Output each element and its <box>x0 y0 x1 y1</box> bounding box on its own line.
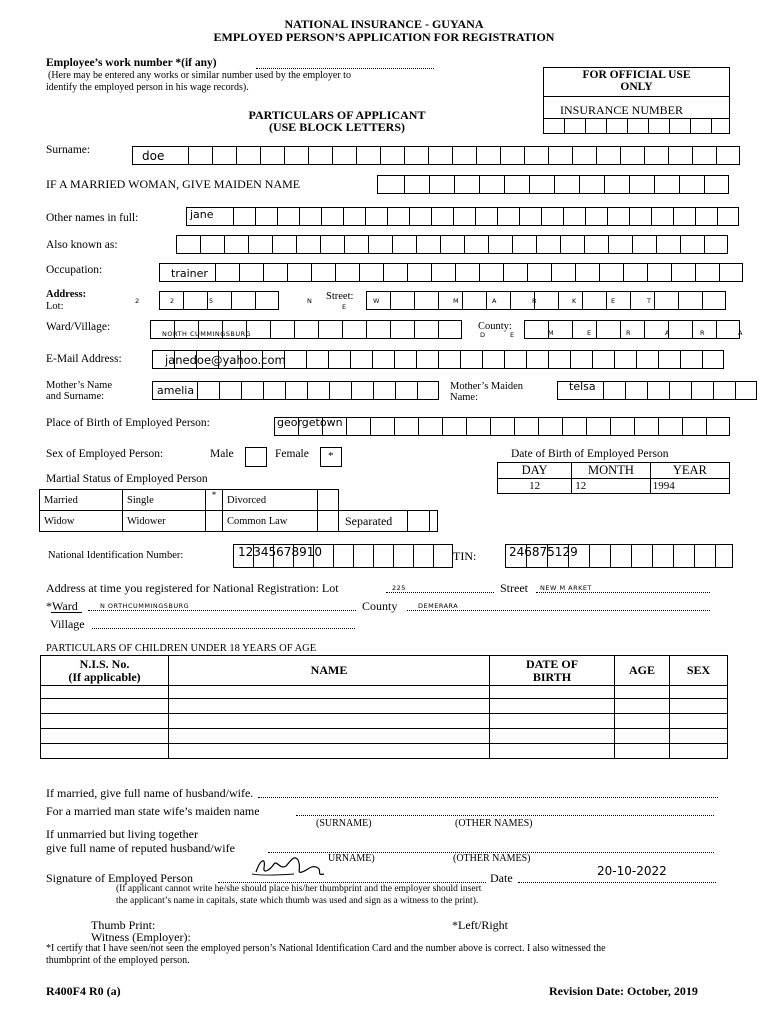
official-use-only: ONLY <box>620 81 653 93</box>
lot-label: Lot: <box>46 301 64 312</box>
left-right-label: *Left/Right <box>452 918 508 932</box>
separated-checkbox[interactable] <box>407 510 430 532</box>
registration-county-value: DEMERARA <box>418 602 459 610</box>
tin-label: TIN: <box>453 549 477 563</box>
table-row <box>41 686 728 699</box>
street-char-n: N <box>307 297 313 305</box>
table-row <box>41 744 728 759</box>
lot-char-2: 2 <box>170 297 175 305</box>
registration-street-value: NEW M ARKET <box>540 584 592 592</box>
county-boxes[interactable] <box>524 320 740 339</box>
county-char-3: M <box>548 329 555 337</box>
also-known-as-label: Also known as: <box>46 239 118 251</box>
insurance-number-label: INSURANCE NUMBER <box>560 103 684 117</box>
surname-label: Surname: <box>46 144 91 156</box>
particulars-subtitle: (USE BLOCK LETTERS) <box>268 120 406 134</box>
children-table <box>40 655 728 759</box>
lot-char-1: 2 <box>135 297 140 305</box>
registration-village-label: Village <box>50 617 85 631</box>
work-number-label: Employee’s work number *(if any) <box>46 57 217 69</box>
certify-text-1: *I certify that I have seen/not seen the employed person’s National Identification Card and the number above is correct. I also witnessed the <box>46 943 606 954</box>
county-label: County: <box>478 321 512 332</box>
dob-month-header: MONTH <box>572 463 650 479</box>
street-char-4: R <box>532 297 538 305</box>
mother-name-boxes[interactable] <box>152 381 439 400</box>
spouse-name-field[interactable] <box>258 797 718 798</box>
street-boxes[interactable] <box>366 291 726 310</box>
email-label: E-Mail Address: <box>46 353 122 365</box>
children-header-dob <box>490 656 615 686</box>
maiden-name-boxes[interactable] <box>377 175 729 194</box>
also-known-as-boxes[interactable] <box>176 235 728 254</box>
common-law-checkbox[interactable] <box>318 511 339 532</box>
thumb-print-label: Thumb Print: <box>91 918 156 932</box>
form-code: R400F4 R0 (a) <box>46 984 121 998</box>
street-label: Street: <box>326 291 354 302</box>
other-names-boxes[interactable] <box>186 207 739 226</box>
work-number-note2: identify the employed person in his wage records). <box>46 82 249 93</box>
work-number-field[interactable] <box>256 68 434 69</box>
children-title: PARTICULARS OF CHILDREN UNDER 18 YEARS OF AGE <box>46 643 317 654</box>
form-title-line1: NATIONAL INSURANCE - GUYANA <box>284 17 484 31</box>
unmarried-label-2: give full name of reputed husband/wife <box>46 841 235 855</box>
mother-name-label-1: Mother’s Name <box>46 380 112 391</box>
female-mark: * <box>328 450 334 462</box>
dob-month-value[interactable]: 12 <box>572 479 650 494</box>
widower-checkbox[interactable] <box>206 511 223 532</box>
national-id-value: 12345678910 <box>238 545 322 559</box>
dob-day-header: DAY <box>498 463 572 479</box>
marital-single: Single <box>123 490 206 511</box>
county-char-5: R <box>626 329 632 337</box>
place-of-birth-value: georgetown <box>277 416 343 429</box>
sex-label: Sex of Employed Person: <box>46 448 164 460</box>
children-header-name: NAME <box>169 656 490 686</box>
surname-caption: (SURNAME) <box>316 818 372 829</box>
registration-ward-value: N ORTHCUMMINGSBURG <box>100 602 190 610</box>
children-header-sex: SEX <box>670 656 728 686</box>
surname-caption-2: URNAME) <box>328 853 375 864</box>
date-value: 20-10-2022 <box>597 864 667 878</box>
national-id-label: National Identification Number: <box>48 550 184 561</box>
county-char-2: E <box>510 331 515 339</box>
marital-status-table <box>39 489 438 532</box>
dob-year-header: YEAR <box>650 463 729 479</box>
registration-lot-value: 225 <box>392 584 406 592</box>
registration-village-field[interactable] <box>92 628 355 629</box>
married-spouse-label: If married, give full name of husband/wife. <box>46 786 254 800</box>
official-use-title: FOR OFFICIAL USE <box>582 69 691 81</box>
street-char-3: A <box>492 297 497 305</box>
signature-image <box>250 850 330 880</box>
male-checkbox[interactable] <box>245 447 267 467</box>
occupation-label: Occupation: <box>46 264 103 276</box>
date-field[interactable] <box>518 882 716 883</box>
signature-field[interactable] <box>218 882 486 883</box>
wife-maiden-label: For a married man state wife’s maiden name <box>46 804 260 818</box>
marital-widow: Widow <box>40 511 123 532</box>
county-char-1: D <box>480 331 486 339</box>
witness-label: Witness (Employer): <box>91 930 191 944</box>
registration-ward-label: *Ward <box>46 599 78 613</box>
registration-lot-field[interactable] <box>386 592 494 593</box>
marital-status-label: Martial Status of Employed Person <box>46 473 208 485</box>
table-row <box>41 699 728 714</box>
date-label: Date <box>490 871 513 885</box>
mother-maiden-value: telsa <box>569 380 596 393</box>
children-header-nis <box>41 656 169 686</box>
thumbprint-note-2: the applicant’s name in capitals, state which thumb was used and sign as a witness to the print). <box>116 896 479 906</box>
other-names-value: jane <box>190 208 214 221</box>
place-of-birth-label: Place of Birth of Employed Person: <box>46 417 210 429</box>
marital-widower: Widower <box>123 511 206 532</box>
dob-table <box>497 462 730 494</box>
address-label: Address: <box>46 289 87 300</box>
dob-year-value[interactable]: 1994 <box>650 479 729 494</box>
street-char-e: E <box>342 303 347 311</box>
mother-name-label-2: and Surname: <box>46 391 105 402</box>
registration-county-field[interactable] <box>407 610 710 611</box>
female-label: Female <box>275 448 309 460</box>
children-header-dob-2: BIRTH <box>532 669 572 684</box>
maiden-name-label: IF A MARRIED WOMAN, GIVE MAIDEN NAME <box>46 177 301 191</box>
ward-village-value: NORTH CUMMINGSBURG <box>162 330 252 338</box>
registration-street-field[interactable] <box>536 592 710 593</box>
surname-boxes[interactable] <box>132 146 740 165</box>
children-header-dob-1: DATE OF <box>525 656 579 671</box>
other-names-caption: (OTHER NAMES) <box>455 818 533 829</box>
thumbprint-note-1: (If applicant cannot write he/she should place his/her thumbprint and the employer should insert <box>116 884 482 894</box>
tin-value: 246875129 <box>509 545 578 559</box>
children-header-age: AGE <box>615 656 670 686</box>
particulars-title: PARTICULARS OF APPLICANT <box>248 108 426 122</box>
certify-text-2: thumbprint of the employed person. <box>46 955 190 966</box>
registration-county-label: County <box>362 599 398 613</box>
mother-maiden-label-1: Mother’s Maiden <box>450 381 524 392</box>
mother-maiden-label-2: Name: <box>450 392 478 403</box>
mother-name-value: amelia <box>157 384 195 397</box>
street-char-5: K <box>572 297 577 305</box>
male-label: Male <box>210 448 234 460</box>
marital-divorced: Divorced <box>223 490 318 511</box>
occupation-boxes[interactable] <box>159 263 743 282</box>
divorced-checkbox[interactable] <box>318 490 339 511</box>
street-char-2: M <box>453 297 460 305</box>
ward-village-label: Ward/Village: <box>46 321 111 333</box>
table-row <box>41 714 728 729</box>
revision-date: Revision Date: October, 2019 <box>549 984 698 998</box>
dob-label: Date of Birth of Employed Person <box>511 448 669 460</box>
insurance-number-boxes[interactable] <box>543 118 730 134</box>
county-char-6: A <box>665 329 670 337</box>
work-number-note1: (Here may be entered any works or similar number used by the employer to <box>48 70 351 81</box>
unmarried-label-1: If unmarried but living together <box>46 827 198 841</box>
table-row <box>41 729 728 744</box>
other-names-caption-2: (OTHER NAMES) <box>453 853 531 864</box>
marital-common-law: Common Law <box>223 511 318 532</box>
surname-value: doe <box>142 149 165 163</box>
other-names-label: Other names in full: <box>46 212 139 224</box>
dob-day-value[interactable]: 12 <box>498 479 572 494</box>
children-header-nis-1: N.I.S. No. <box>79 656 130 671</box>
registration-ward-field[interactable] <box>88 610 356 611</box>
county-char-4: E <box>587 329 592 337</box>
lot-boxes[interactable] <box>159 291 279 310</box>
street-char-1: W <box>373 297 380 305</box>
wife-maiden-field[interactable] <box>296 815 714 816</box>
lot-char-3: 5 <box>209 297 214 305</box>
children-header-nis-2: (If applicable) <box>68 669 141 684</box>
form-title-line2: EMPLOYED PERSON’S APPLICATION FOR REGISTRATION <box>213 30 555 44</box>
registration-street-label: Street <box>500 581 528 595</box>
signature-label: Signature of Employed Person <box>46 871 193 885</box>
single-checkbox[interactable]: * <box>206 490 223 511</box>
email-value: janedoe@yahoo.com <box>165 353 286 367</box>
marital-separated: Separated <box>339 511 438 532</box>
street-char-7: T <box>647 297 652 305</box>
county-char-7: R <box>700 329 706 337</box>
occupation-value: trainer <box>171 267 208 280</box>
marital-married: Married <box>40 490 123 511</box>
county-char-8: A <box>738 329 743 337</box>
registration-address-label: Address at time you registered for National Registration: Lot <box>46 581 339 595</box>
street-char-6: E <box>611 297 616 305</box>
